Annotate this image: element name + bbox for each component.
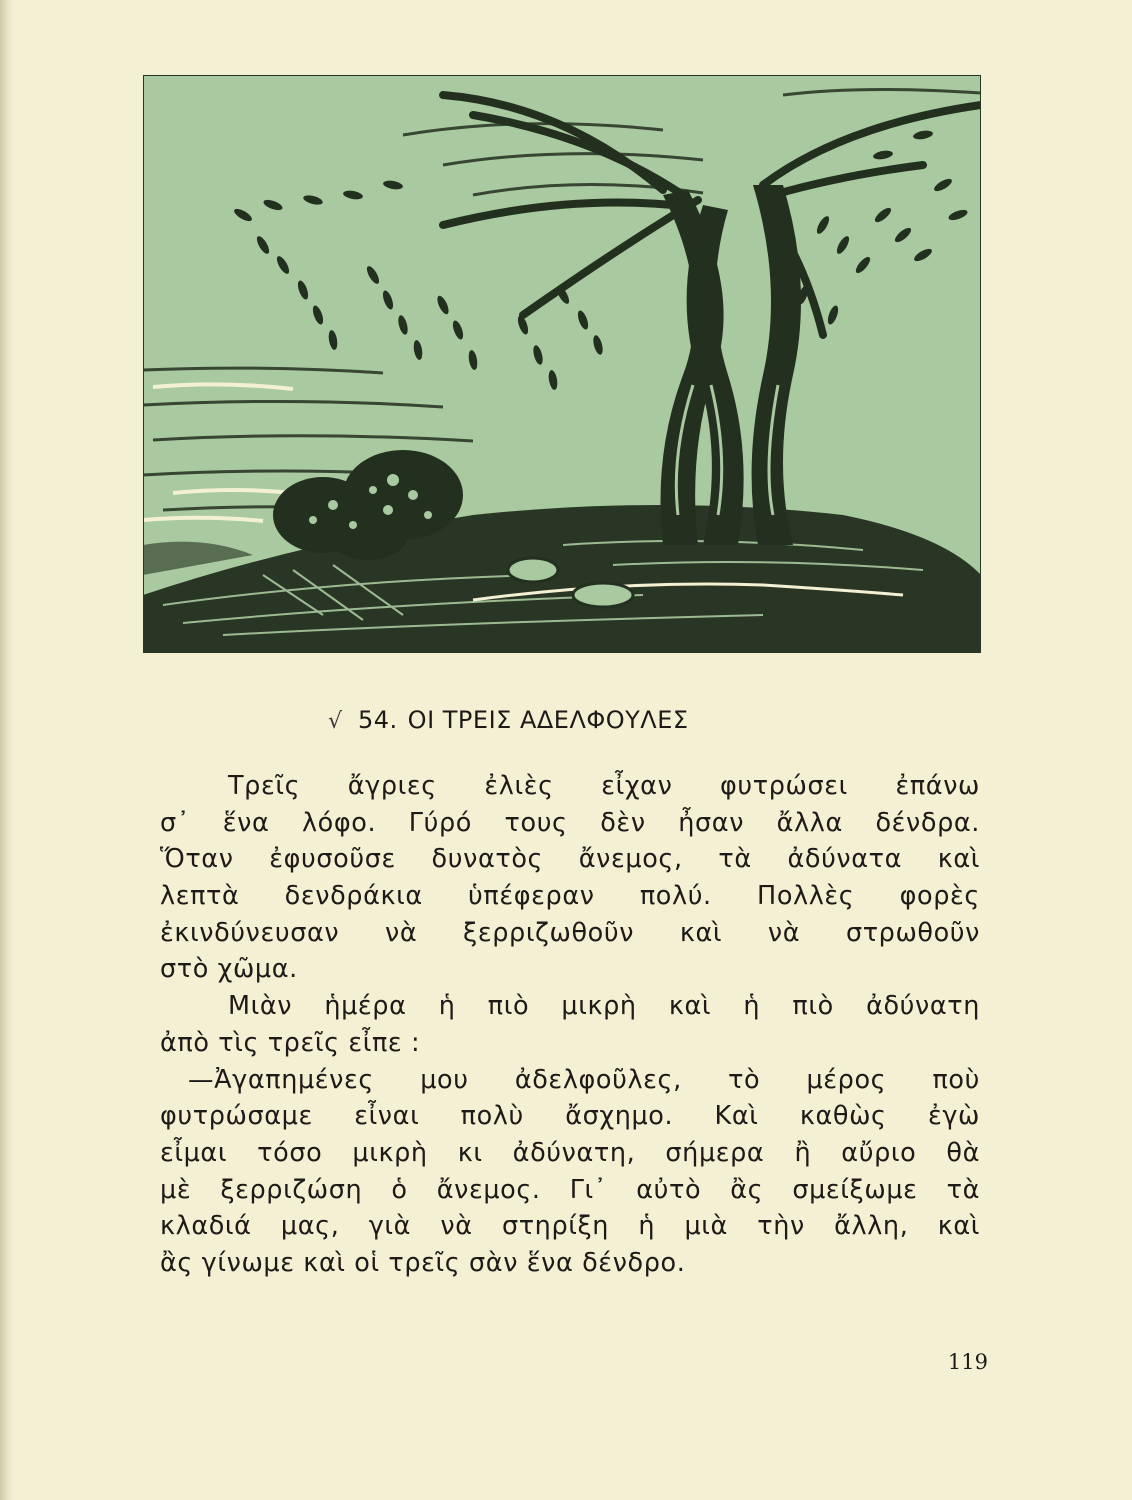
text-line: μὲ ξερριζώση ὁ ἄνεμος. Γι᾿ αὐτὸ ἂς σμείξωμε τὰ (160, 1174, 980, 1205)
story-number: 54. (358, 706, 398, 734)
text-line: ἐκινδύνευσαν νὰ ξερριζωθοῦν καὶ νὰ στρωθοῦν (160, 917, 980, 948)
story-title: ΟΙ ΤΡΕΙΣ ΑΔΕΛΦΟΥΛΕΣ (407, 706, 689, 734)
text-line: φυτρώσαμε εἶναι πολὺ ἄσχημο. Καὶ καθὼς ἐγὼ (160, 1101, 980, 1132)
story-heading (328, 706, 828, 742)
text-line: λεπτὰ δενδράκια ὑπέφεραν πολύ. Πολλὲς φορὲς (160, 881, 980, 912)
text-line: Ὅταν ἐφυσοῦσε δυνατὸς ἄνεμος, τὰ ἀδύνατα καὶ (160, 844, 980, 875)
page-number: 119 (947, 1350, 988, 1374)
text-line: Τρεῖς ἄγριες ἐλιὲς εἶχαν φυτρώσει ἐπάνω (228, 771, 980, 801)
text-line: Μιὰν ἡμέρα ἡ πιὸ μικρὴ καὶ ἡ πιὸ ἀδύνατη (228, 991, 980, 1022)
text-line: εἶμαι τόσο μικρὴ κι ἀδύνατη, σήμερα ἢ αὔριο θὰ (160, 1137, 980, 1168)
woodcut-illustration (143, 75, 981, 653)
text-line: κλαδιά μας, γιὰ νὰ στηρίξη ἡ μιὰ τὴν ἄλλη, καὶ (160, 1211, 980, 1242)
text-line: ἂς γίνωμε καὶ οἱ τρεῖς σὰν ἕνα δένδρο. (160, 1247, 686, 1278)
text-line: στὸ χῶμα. (160, 954, 298, 985)
text-line: —Ἀγαπημένες μου ἀδελφοῦλες, τὸ μέρος ποὺ (188, 1064, 980, 1095)
pencil-check-mark-icon: √ (328, 709, 343, 734)
text-line: σ᾿ ἕνα λόφο. Γύρό τους δὲν ἦσαν ἄλλα δένδρα. (160, 807, 980, 838)
text-line: ἀπὸ τὶς τρεῖς εἶπε : (160, 1027, 421, 1058)
page-binding-edge (0, 0, 14, 1500)
story-body (160, 768, 980, 1282)
